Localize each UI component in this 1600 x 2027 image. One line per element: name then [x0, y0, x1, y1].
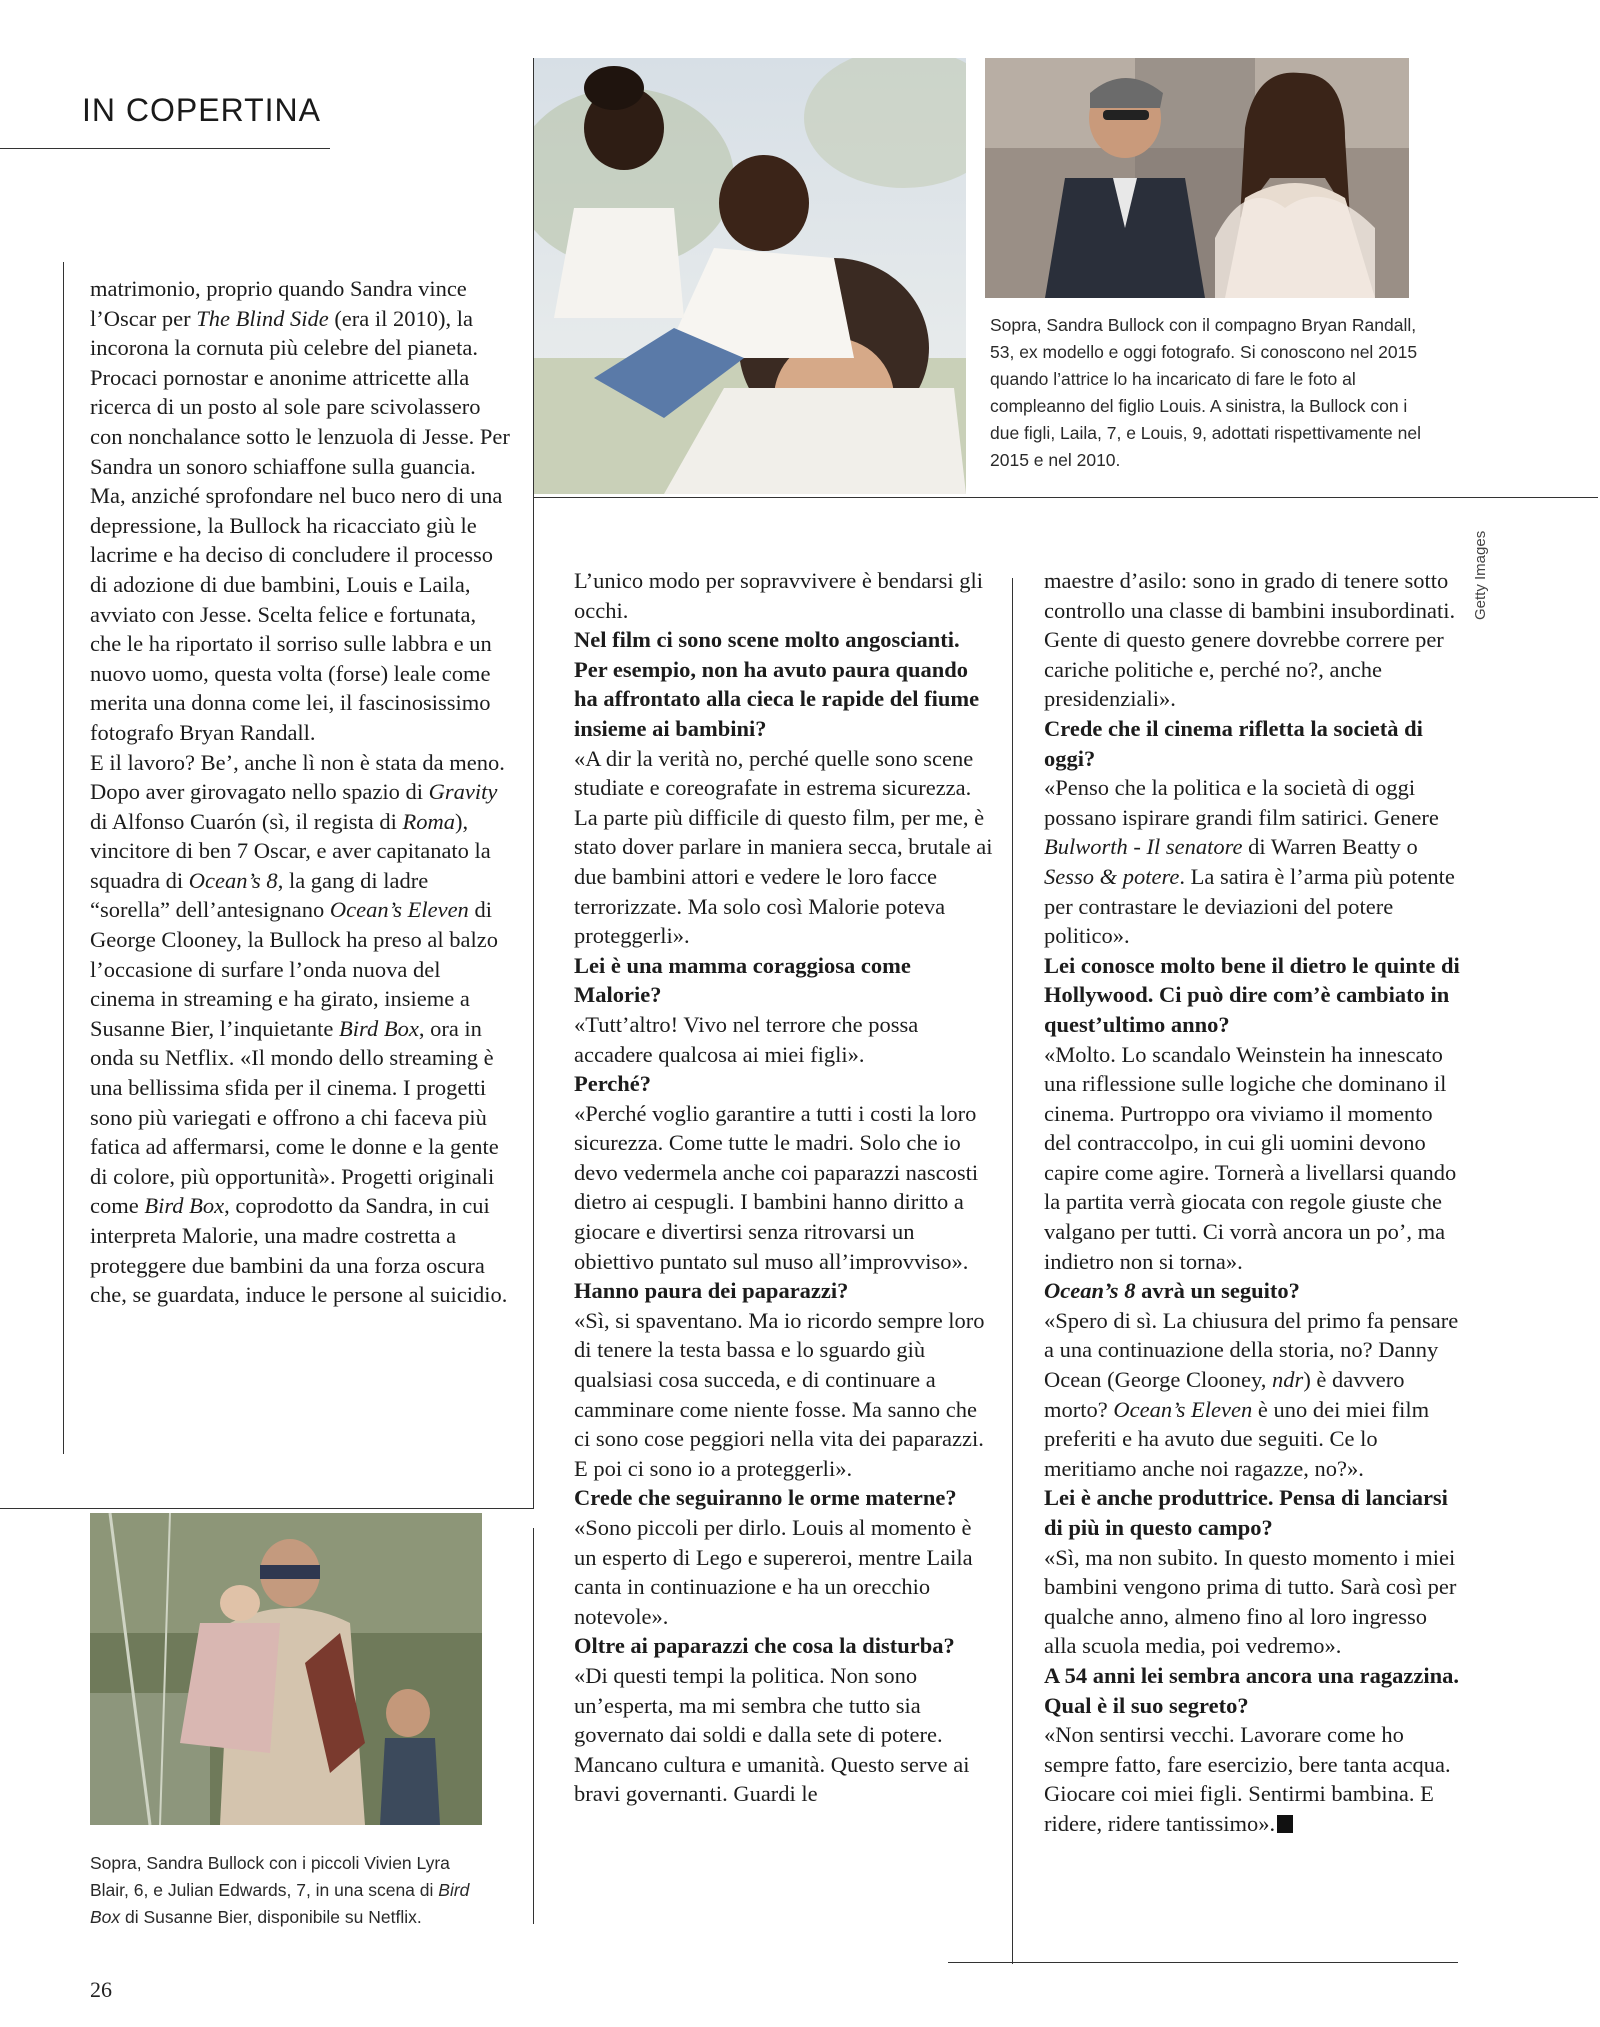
answer: «Di questi tempi la politica. Non sono un’esperta, ma mi sembra che tutto sia governato dai soldi e dalla sete di potere. Mancano cultura e umanità. Questo serve ai bravi governanti. Guardi le [574, 1662, 970, 1807]
question: Perché? [574, 1071, 652, 1097]
page-number: 26 [90, 1977, 112, 2002]
end-mark-icon [1277, 1815, 1293, 1833]
answer: «Non sentirsi vecchi. Lavorare come ho sempre fatto, fare esercizio, bere tanta acqua. Giocare coi miei figli. Sentirmi bambina. E ridere, ridere tantissimo». [1044, 1722, 1451, 1836]
photo-credit: Getty Images [1472, 530, 1489, 620]
photo-family [534, 58, 966, 494]
photo-couple-illustration [985, 58, 1409, 298]
question: Lei è una mamma coraggiosa come Malorie? [574, 952, 911, 1008]
col1-bottom-rule [0, 1508, 534, 1509]
answer: «Penso che la politica e la società di oggi possano ispirare grandi film satirici. Genere Bulworth - Il senatore di Warren Beatty o Sesso & potere. La satira è l’arma più potente per contrastare le deviazioni del potere politico». [1044, 775, 1455, 949]
caption-left-rule [533, 1528, 534, 1924]
question: Hanno paura dei paparazzi? [574, 1278, 849, 1304]
col1-para-2: E il lavoro? Be’, anche lì non è stata da meno. Dopo aver girovagato nello spazio di Gravity di Alfonso Cuarón (sì, il regista di Roma), vincitore di ben 7 Oscar, e aver capitanato la squadra di Ocean’s 8, la gang di ladre “sorella” dell’antesignano Ocean’s Eleven di George Clooney, la Bullock ha preso al balzo l’occasione di surfare l’onda nuova del cinema in streaming e ha girato, insieme a Susanne Bier, l’inquietante Bird Box, ora in onda su Netflix. «Il mondo dello streaming è una bellissima sfida per il cinema. I progetti sono più variegati e offrono a chi faceva più fatica ad affermarsi, come le donne e la gente di colore, più opportunità». Progetti originali come Bird Box, coprodotto da Sandra, in cui interpreta Malorie, una madre costretta a proteggere due bambini da una forza oscura che, se guardata, induce le persone al suicidio. [90, 749, 508, 1308]
question: Crede che seguiranno le orme materne? [574, 1485, 957, 1511]
article-column-2 [574, 566, 994, 1809]
article-column-1 [90, 274, 510, 1310]
caption-top-right: Sopra, Sandra Bullock con il compagno Bryan Randall, 53, ex modello e oggi fotografo. Si conoscono nel 2015 quando l’attrice lo ha incaricato di fare le foto al compleanno del figlio Louis. A sinistra, la Bullock con i due figli, Laila, 7, e Louis, 9, adottati rispettivamente nel 2015 e nel 2010. [990, 315, 1421, 470]
answer: «Perché voglio garantire a tutti i costi la loro sicurezza. Come tutte le madri. Solo che io devo vedermela anche coi paparazzi nascosti dietro ai cespugli. I bambini hanno diritto a giocare e divertirsi senza ritrovarsi un obiettivo puntato sul muso all’improvviso». [574, 1100, 979, 1274]
question: A 54 anni lei sembra ancora una ragazzina. Qual è il suo segreto? [1044, 1662, 1459, 1718]
col1-left-rule [63, 262, 64, 1454]
question: Ocean’s 8 avrà un seguito? [1044, 1278, 1300, 1304]
section-label: IN COPERTINA [82, 92, 321, 128]
answer: «A dir la verità no, perché quelle sono scene studiate e coreografate in estrema sicurezza. La parte più difficile di questo film, per me, è stato dover parlare in maniera secca, brutale ai due bambini attori e vedere le loro facce terrorizzate. Ma solo così Malorie poteva proteggerli». [574, 745, 993, 949]
article-column-3 [1044, 566, 1462, 1839]
header-rule [0, 148, 330, 149]
col2-col3-rule [1012, 578, 1013, 1964]
photo-bird-box-illustration [90, 1513, 482, 1825]
question: Oltre ai paparazzi che cosa la disturba? [574, 1633, 955, 1659]
photo-bird-box [90, 1513, 482, 1825]
col1-para-1: matrimonio, proprio quando Sandra vince l’Oscar per The Blind Side (era il 2010), la incorona la cornuta più celebre del pianeta. Procaci pornostar e anonime attricette alla ricerca di un posto al sole pare scivolassero con nonchalance sotto le lenzuola di Jesse. Per Sandra un sonoro schiaffone sulla guancia. Ma, anziché sprofondare nel buco nero di una depressione, la Bullock ha ricacciato giù le lacrime e ha deciso di concludere il processo di adozione di due bambini, Louis e Laila, avviato con Jesse. Scelta felice e fortunata, che le ha riportato il sorriso sulle labbra e un nuovo uomo, questa volta (forse) leale come merita una donna come lei, il fascinosissimo fotografo Bryan Randall. [90, 276, 510, 745]
answer: L’unico modo per sopravvivere è bendarsi gli occhi. [574, 568, 984, 623]
photo-couple [985, 58, 1409, 298]
answer: «Sono piccoli per dirlo. Louis al momento è un esperto di Lego e supereroi, mentre Laila canta in continuazione e ha un orecchio notevole». [574, 1515, 973, 1629]
page-bottom-rule [948, 1962, 1458, 1963]
question: Crede che il cinema rifletta la società di oggi? [1044, 715, 1423, 771]
photo-family-illustration [534, 58, 966, 494]
question: Lei conosce molto bene il dietro le quinte di Hollywood. Ci può dire com’è cambiato in quest’ultimo anno? [1044, 952, 1460, 1037]
answer: «Spero di sì. La chiusura del primo fa pensare a una continuazione della storia, no? Danny Ocean (George Clooney, ndr) è davvero morto? Ocean’s Eleven è uno dei miei film preferiti e ha avuto due seguiti. Ce lo meritiamo anche noi ragazze, no?». [1044, 1307, 1459, 1481]
answer: «Tutt’altro! Vivo nel terrore che possa accadere qualcosa ai miei figli». [574, 1011, 919, 1067]
answer: «Sì, ma non subito. In questo momento i miei bambini vengono prima di tutto. Sarà così per qualche anno, almeno fino al loro ingresso alla scuola media, poi vedremo». [1044, 1544, 1457, 1659]
answer: «Molto. Lo scandalo Weinstein ha innescato una riflessione sulle logiche che dominano il cinema. Purtroppo ora viviamo il momento del contraccolpo, in cui gli uomini devono capire come agire. Tornerà a livellarsi quando la partita verrà giocata con regole giuste che valgano per tutti. Ci vorrà ancora un po’, ma indietro non si torna». [1044, 1041, 1457, 1274]
col1-right-rule [533, 58, 534, 1508]
answer: «Sì, si spaventano. Ma io ricordo sempre loro di tenere la testa bassa e lo sguardo giù qualsiasi cosa succeda, e di continuare a camminare come niente fosse. Ma sanno che ci sono cose peggiori nella vita dei paparazzi. E poi ci sono io a proteggerli». [574, 1307, 985, 1481]
caption-bottom-left: Sopra, Sandra Bullock con i piccoli Vivien Lyra Blair, 6, e Julian Edwards, 7, in una scena di Bird Box di Susanne Bier, disponibile su Netflix. [90, 1853, 470, 1927]
photo-block-rule [534, 497, 1598, 498]
answer: maestre d’asilo: sono in grado di tenere sotto controllo una classe di bambini insubordinati. Gente di questo genere dovrebbe correre per cariche politiche e, perché no?, anche presidenziali». [1044, 568, 1456, 712]
question: Lei è anche produttrice. Pensa di lanciarsi di più in questo campo? [1044, 1485, 1448, 1540]
question: Nel film ci sono scene molto angoscianti. Per esempio, non ha avuto paura quando ha affrontato alla cieca le rapide del fiume insieme ai bambini? [574, 627, 980, 741]
